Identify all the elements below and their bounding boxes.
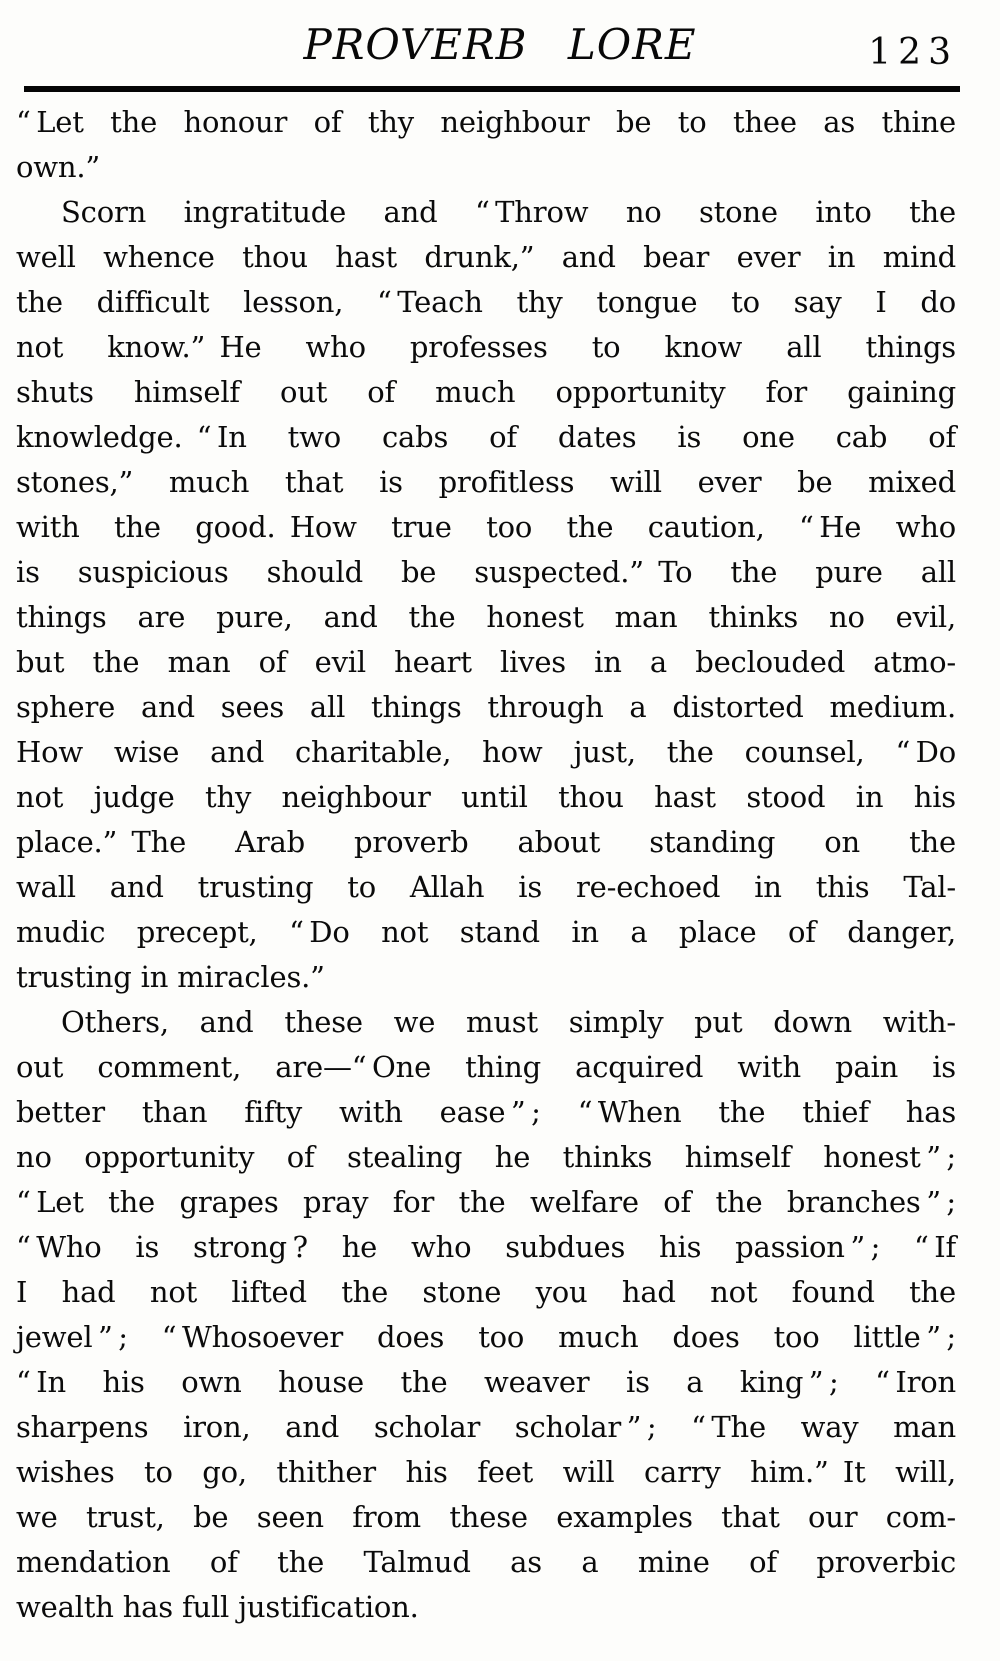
paragraph xyxy=(16,190,956,1000)
text-line: stones,” much that is profitless will ever be mixed xyxy=(16,465,956,499)
text-line: sharpens iron, and scholar scholar ” ; “ The way man xyxy=(16,1410,956,1444)
text-line: Others, and these we must simply put down with- xyxy=(61,1005,956,1039)
text-line: wealth has full justification. xyxy=(16,1590,419,1624)
paragraph xyxy=(16,1000,956,1630)
text-line: trusting in miracles.” xyxy=(16,960,325,994)
text-line: I had not lifted the stone you had not found the xyxy=(16,1275,956,1309)
text-line: the difficult lesson, “ Teach thy tongue to say I do xyxy=(16,285,956,319)
text-line: better than fifty with ease ” ; “ When the thief has xyxy=(16,1095,956,1129)
text-line: place.” The Arab proverb about standing on the xyxy=(16,825,956,859)
text-line: wishes to go, thither his feet will carry him.” It will, xyxy=(16,1455,956,1489)
text-line: but the man of evil heart lives in a beclouded atmo- xyxy=(16,645,956,679)
text-line: “ Let the honour of thy neighbour be to thee as thine xyxy=(16,105,956,139)
page-body xyxy=(16,100,956,1630)
text-line: jewel ” ; “ Whosoever does too much does too little ” ; xyxy=(16,1320,956,1354)
text-line: not know.” He who professes to know all things xyxy=(16,330,956,364)
text-line: Scorn ingratitude and “ Throw no stone into the xyxy=(61,195,956,229)
header-rule xyxy=(24,86,960,92)
paragraph xyxy=(16,100,956,190)
text-line: things are pure, and the honest man thinks no evil, xyxy=(16,600,956,634)
text-line: mendation of the Talmud as a mine of proverbic xyxy=(16,1545,956,1579)
text-line: not judge thy neighbour until thou hast stood in his xyxy=(16,780,956,814)
text-line: well whence thou hast drunk,” and bear ever in mind xyxy=(16,240,956,274)
text-line: sphere and sees all things through a distorted medium. xyxy=(16,690,956,724)
text-line: no opportunity of stealing he thinks himself honest ” ; xyxy=(16,1140,956,1174)
text-line: “ Let the grapes pray for the welfare of the branches ” ; xyxy=(16,1185,956,1219)
text-line: “ Who is strong ? he who subdues his passion ” ; “ If xyxy=(16,1230,956,1264)
text-line: own.” xyxy=(16,150,101,184)
text-line: is suspicious should be suspected.” To the pure all xyxy=(16,555,956,589)
text-line: mudic precept, “ Do not stand in a place of danger, xyxy=(16,915,956,949)
text-line: we trust, be seen from these examples that our com- xyxy=(16,1500,956,1534)
text-line: out comment, are—“ One thing acquired with pain is xyxy=(16,1050,956,1084)
text-line: How wise and charitable, how just, the counsel, “ Do xyxy=(16,735,956,769)
text-line: with the good. How true too the caution, “ He who xyxy=(16,510,956,544)
page-number: 123 xyxy=(868,32,958,73)
text-line: wall and trusting to Allah is re-echoed in this Tal- xyxy=(16,870,956,904)
text-line: knowledge. “ In two cabs of dates is one cab of xyxy=(16,420,956,454)
text-line: shuts himself out of much opportunity for gaining xyxy=(16,375,956,409)
text-line: “ In his own house the weaver is a king ” ; “ Iron xyxy=(16,1365,956,1399)
running-title: PROVERB LORE xyxy=(303,20,697,69)
